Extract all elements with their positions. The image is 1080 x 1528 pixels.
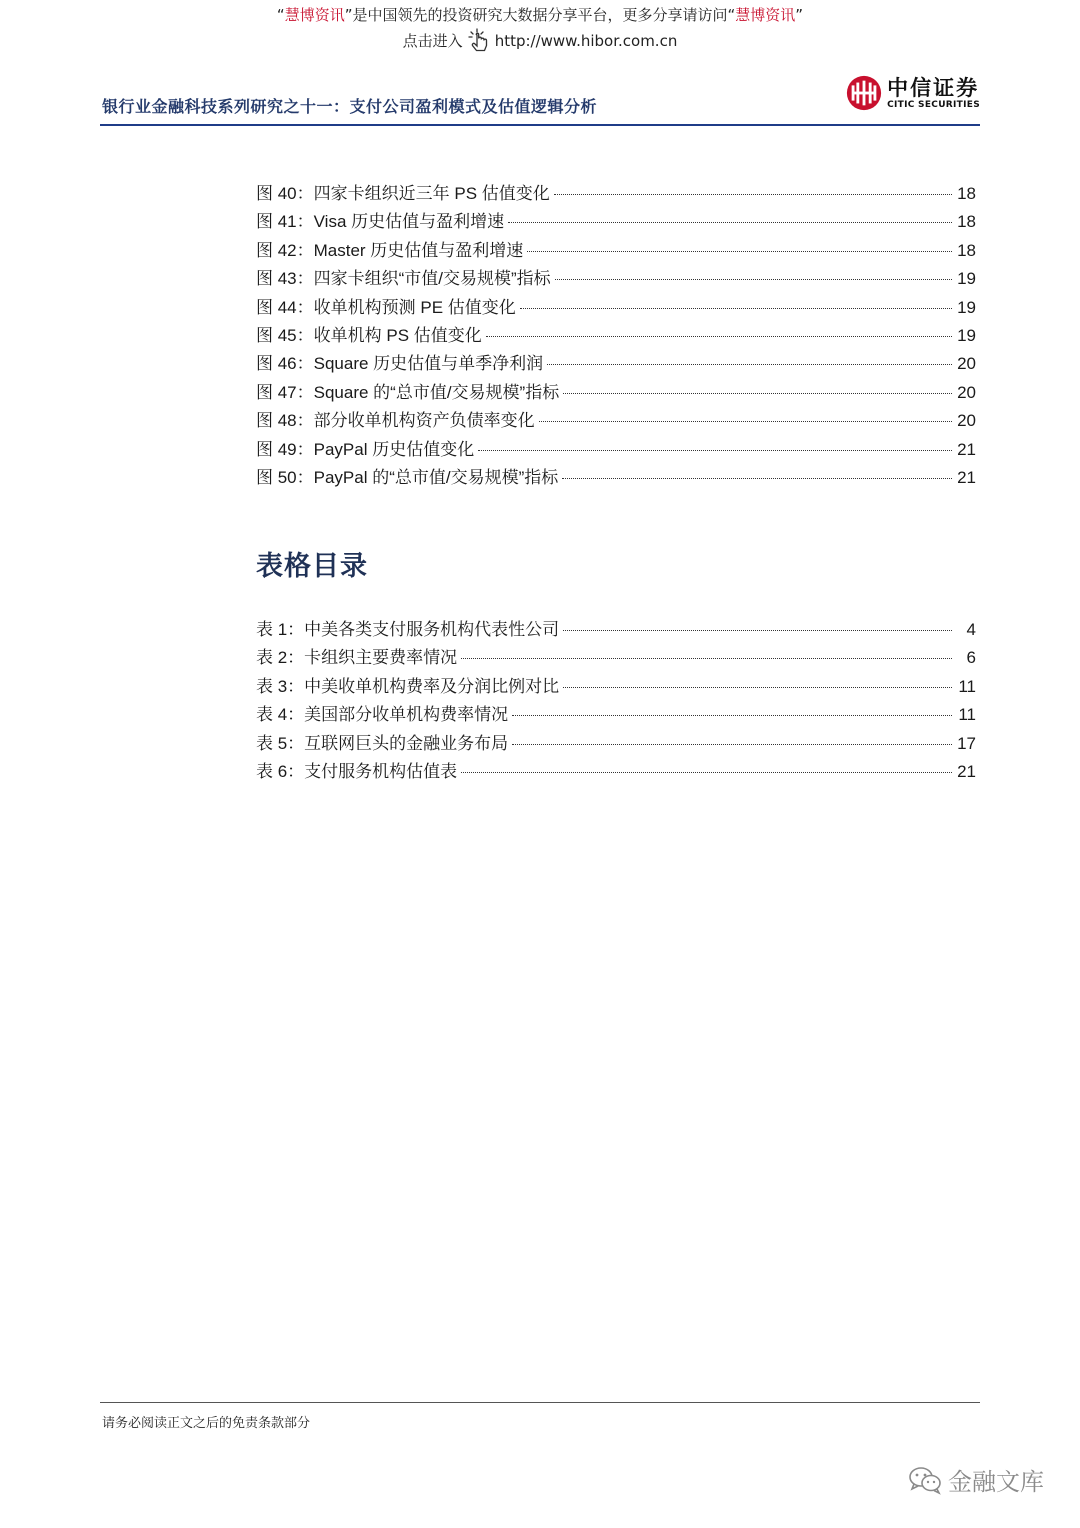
toc-leader-dots	[563, 393, 952, 394]
toc-entry[interactable]	[256, 379, 976, 407]
toc-entry-label[interactable]: 图 48：部分收单机构资产负债率变化	[256, 411, 535, 431]
toc-entry[interactable]	[256, 265, 976, 293]
toc-leader-dots	[520, 308, 952, 309]
toc-entry-page[interactable]: 19	[957, 269, 976, 289]
toc-entry-label[interactable]: 图 47：Square 的“总市值/交易规模”指标	[256, 382, 560, 402]
toc-leader-dots	[539, 421, 952, 422]
toc-entry-label[interactable]: 图 45：收单机构 PS 估值变化	[256, 325, 482, 345]
figure-list	[256, 180, 976, 492]
toc-entry-page[interactable]: 20	[957, 382, 976, 402]
toc-entry-page[interactable]: 11	[958, 705, 976, 725]
toc-entry-label[interactable]: 表 2：卡组织主要费率情况	[256, 648, 458, 668]
toc-entry-page[interactable]: 18	[957, 184, 976, 203]
logo-cn: 中信证券	[887, 75, 980, 100]
promo-banner	[0, 4, 1080, 54]
toc-entry-page[interactable]: 17	[957, 733, 976, 753]
watermark	[908, 1462, 1044, 1497]
toc-entry-label[interactable]: 图 50：PayPal 的“总市值/交易规模”指标	[256, 467, 559, 487]
toc-leader-dots	[512, 744, 952, 745]
citic-logo	[845, 74, 980, 112]
toc-leader-dots	[563, 687, 952, 688]
toc-leader-dots	[547, 364, 952, 365]
toc-entry-page[interactable]: 20	[957, 411, 976, 431]
toc-leader-dots	[461, 772, 952, 773]
toc-leader-dots	[563, 630, 952, 631]
toc-leader-dots	[508, 222, 952, 223]
citic-logo-mark-icon	[845, 74, 883, 112]
promo-brand2-quote-open: “	[727, 6, 736, 24]
toc-entry[interactable]	[256, 180, 976, 208]
toc-entry-page[interactable]: 19	[957, 297, 976, 317]
toc-entry[interactable]	[256, 237, 976, 265]
promo-text: 是中国领先的投资研究大数据分享平台，更多分享请访问	[352, 6, 728, 24]
toc-entry-label[interactable]: 图 43：四家卡组织“市值/交易规模”指标	[256, 269, 551, 289]
toc-leader-dots	[486, 336, 952, 337]
toc-entry[interactable]	[256, 644, 976, 672]
promo-quote-open: “	[276, 6, 285, 24]
toc-entry[interactable]	[256, 673, 976, 701]
toc-entry-page[interactable]: 21	[957, 439, 976, 459]
section-title-tables: 表格目录	[256, 551, 368, 582]
promo-line-1	[0, 4, 1080, 26]
toc-entry[interactable]	[256, 294, 976, 322]
report-header	[100, 74, 980, 126]
toc-entry[interactable]	[256, 322, 976, 350]
toc-entry-page[interactable]: 11	[958, 676, 976, 696]
logo-en: CITIC SECURITIES	[887, 99, 980, 110]
toc-entry[interactable]	[256, 730, 976, 758]
toc-entry-page[interactable]: 21	[957, 467, 976, 487]
toc-leader-dots	[461, 658, 952, 659]
toc-entry-label[interactable]: 图 40：四家卡组织近三年 PS 估值变化	[256, 184, 550, 203]
toc-entry-page[interactable]: 19	[957, 325, 976, 345]
toc-entry-label[interactable]: 表 1：中美各类支付服务机构代表性公司	[256, 620, 560, 639]
toc-entry[interactable]	[256, 407, 976, 435]
promo-brand2-quote-close: ”	[795, 6, 804, 24]
toc-entry-label[interactable]: 图 46：Square 历史估值与单季净利润	[256, 354, 544, 374]
toc-leader-dots	[478, 450, 952, 451]
promo-url-link[interactable]: http://www.hibor.com.cn	[494, 32, 678, 50]
toc-entry[interactable]	[256, 436, 976, 464]
toc-entry-label[interactable]: 表 6：支付服务机构估值表	[256, 761, 458, 781]
toc-entry-label[interactable]: 图 44：收单机构预测 PE 估值变化	[256, 297, 516, 317]
toc-entry-page[interactable]: 18	[957, 240, 976, 260]
toc-leader-dots	[554, 194, 952, 195]
toc-entry-label[interactable]: 图 49：PayPal 历史估值变化	[256, 439, 475, 459]
toc-entry[interactable]	[256, 616, 976, 644]
toc-entry-page[interactable]: 21	[957, 761, 976, 781]
toc-leader-dots	[555, 279, 952, 280]
footer-divider	[100, 1402, 980, 1403]
toc-entry-label[interactable]: 图 41：Visa 历史估值与盈利增速	[256, 212, 505, 232]
promo-enter-label[interactable]: 点击进入	[402, 32, 463, 50]
toc-entry[interactable]	[256, 350, 976, 378]
toc-entry-page[interactable]: 6	[966, 648, 976, 668]
toc-entry-label[interactable]: 表 5：互联网巨头的金融业务布局	[256, 733, 509, 753]
toc-leader-dots	[562, 478, 952, 479]
pointing-hand-icon[interactable]	[467, 28, 491, 54]
promo-brand[interactable]: 慧博资讯	[284, 6, 345, 24]
toc-entry[interactable]	[256, 758, 976, 786]
promo-quote-close: ”	[344, 6, 353, 24]
table-list	[256, 616, 976, 786]
toc-entry-label[interactable]: 图 42：Master 历史估值与盈利增速	[256, 240, 524, 260]
toc-entry-label[interactable]: 表 4：美国部分收单机构费率情况	[256, 705, 509, 725]
toc-entry[interactable]	[256, 701, 976, 729]
toc-leader-dots	[527, 251, 952, 252]
toc-entry-page[interactable]: 20	[957, 354, 976, 374]
toc-leader-dots	[512, 715, 952, 716]
toc-entry[interactable]	[256, 464, 976, 492]
promo-line-2	[0, 28, 1080, 54]
wechat-icon	[908, 1465, 942, 1495]
watermark-text: 金融文库	[948, 1468, 1044, 1496]
toc-entry-page[interactable]: 18	[957, 212, 976, 232]
disclaimer-note: 请务必阅读正文之后的免责条款部分	[102, 1416, 311, 1431]
promo-brand-2[interactable]: 慧博资讯	[735, 6, 796, 24]
toc-entry[interactable]	[256, 208, 976, 236]
report-title: 银行业金融科技系列研究之十一：支付公司盈利模式及估值逻辑分析	[102, 97, 598, 116]
toc-entry-page[interactable]: 4	[966, 620, 976, 639]
toc-entry-label[interactable]: 表 3：中美收单机构费率及分润比例对比	[256, 676, 560, 696]
